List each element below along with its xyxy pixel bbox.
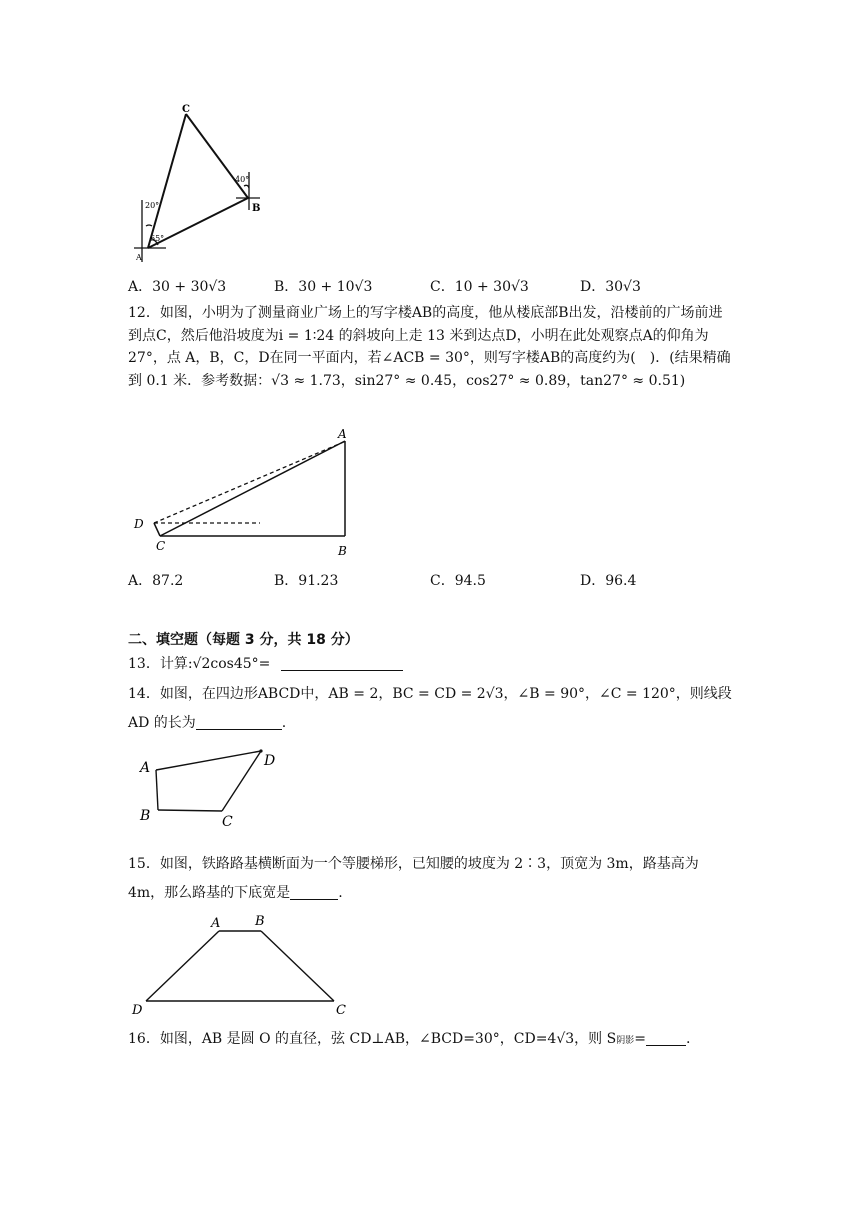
q14-line-2-end: . <box>281 715 287 731</box>
q14-figure <box>128 742 288 834</box>
q11-options <box>128 276 748 298</box>
q12-stem: 12．如图，小明为了测量商业广场上的写字楼AB的高度，他从楼底部B出发，沿楼前的广场前进到点C，然后他沿坡度为i = 1∶24 的斜坡向上走 13 米到达点D，小明在此处观察点A的仰角为 27°，点 A，B，C，D在同一平面内，若∠ACB = 30°，则写字楼AB的高度约为( )．(结果精确到 0.1 米．参考数据：√3 ≈ 1.73，sin27° ≈ 0.45，cos27° ≈ 0.89，tan27° ≈ 0.51) <box>128 305 731 389</box>
q12-option-c[interactable]: C．94.5 <box>430 573 486 589</box>
q16-line <box>128 1028 690 1048</box>
q13-answer-blank[interactable] <box>281 655 403 671</box>
q14-label-d: D <box>264 753 276 769</box>
q12-option-b[interactable]: B．91.23 <box>274 573 339 589</box>
q16-subscript: 阴影 <box>616 1036 635 1046</box>
q16-period: . <box>685 1031 691 1047</box>
section-2-heading: 二、填空题（每题 3 分，共 18 分） <box>128 632 359 648</box>
q12-label-b: B <box>338 544 347 558</box>
q16-answer-blank[interactable] <box>646 1030 686 1046</box>
q13-line <box>128 653 403 673</box>
q11-option-b[interactable]: B．30 + 10√3 <box>274 279 373 295</box>
q11-option-c[interactable]: C．10 + 30√3 <box>430 279 529 295</box>
q15-label-d: D <box>132 1003 143 1018</box>
q13-text: 13．计算:√2cos45°= <box>128 656 275 672</box>
q11-label-angle-40: 40° <box>235 175 250 184</box>
q12-label-d: D <box>134 517 144 531</box>
q11-label-a: A <box>136 253 142 262</box>
q15-line-1: 15．如图，铁路路基横断面为一个等腰梯形，已知腰的坡度为 2∶3，顶宽为 3m，路基高为 <box>128 856 699 872</box>
q15-line-2-end: . <box>338 885 343 901</box>
q11-option-a[interactable]: A．30 + 30√3 <box>128 279 227 295</box>
q14-answer-blank[interactable] <box>196 714 282 730</box>
q12-figure <box>128 426 368 566</box>
q12-option-d[interactable]: D．96.4 <box>580 573 637 589</box>
q15-line-2 <box>128 882 343 902</box>
q14-line-2 <box>128 712 286 732</box>
q11-label-b: B <box>252 203 261 214</box>
q14-line-2-start: AD 的长为 <box>128 715 196 731</box>
q16-text-start: 16．如图，AB 是圆 O 的直径，弦 CD⊥AB，∠BCD=30°，CD=4√3，则 S <box>128 1031 617 1047</box>
q12-options <box>128 570 748 592</box>
q12-label-c: C <box>156 539 166 553</box>
q14-label-b: B <box>140 808 151 824</box>
q11-label-angle-65: 65° <box>150 234 165 243</box>
q12-option-a[interactable]: A．87.2 <box>128 573 184 589</box>
q11-figure <box>128 100 278 270</box>
q15-label-a: A <box>211 916 221 931</box>
q14-label-c: C <box>222 814 233 830</box>
q11-label-angle-20: 20° <box>145 201 160 210</box>
q16-text-end: = <box>634 1031 646 1047</box>
q11-option-d[interactable]: D．30√3 <box>580 279 641 295</box>
q14-line-1: 14．如图，在四边形ABCD中，AB = 2，BC = CD = 2√3，∠B = 90°，∠C = 120°，则线段 <box>128 686 732 702</box>
q15-line-2-start: 4m，那么路基的下底宽是 <box>128 885 291 901</box>
q15-label-b: B <box>255 914 265 929</box>
q15-label-c: C <box>336 1003 346 1018</box>
q14-label-a: A <box>140 760 151 776</box>
q12-label-a: A <box>338 427 347 441</box>
q15-answer-blank[interactable] <box>290 884 338 900</box>
q15-figure <box>128 910 368 1022</box>
q11-label-c: C <box>182 104 190 115</box>
